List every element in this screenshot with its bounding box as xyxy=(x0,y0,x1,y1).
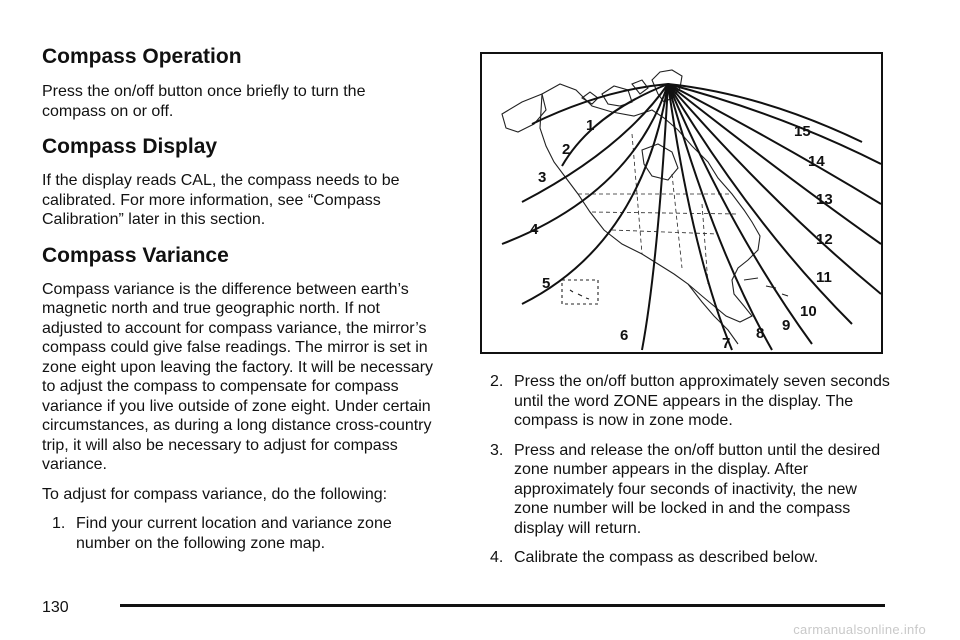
compass-operation-text: Press the on/off button once briefly to turn the compass on or off. xyxy=(42,83,366,120)
zone-label-6: 6 xyxy=(620,327,629,344)
step-number: 3. xyxy=(490,441,504,459)
step-number: 2. xyxy=(490,373,504,390)
zone-map-drawing xyxy=(482,54,881,352)
zone-label-7: 7 xyxy=(722,335,731,352)
right-column xyxy=(480,372,890,568)
zone-label-13: 13 xyxy=(816,191,833,208)
compass-display-text: If the display reads CAL, the compass needs to be calibrated. For more information, see “Compass Calibration” later in this section. xyxy=(42,172,400,228)
watermark: carmanualsonline.info xyxy=(793,622,926,637)
heading-compass-variance: Compass Variance xyxy=(42,243,229,267)
caribbean-islands xyxy=(744,278,788,296)
hawaii-inset xyxy=(562,280,598,304)
zone-label-3: 3 xyxy=(538,169,547,186)
zone-label-9: 9 xyxy=(782,317,791,334)
step-text: Press and release the on/off button until the desired zone number appears in the display. After approximately four seconds of inactivity, the new zone number will be locked in and the compass display will return. xyxy=(514,441,881,537)
step-text: Press the on/off button approximately seven seconds until the word ZONE appears in the display. The compass is now in zone mode. xyxy=(514,373,890,429)
zone-label-12: 12 xyxy=(816,231,833,248)
heading-compass-display: Compass Display xyxy=(42,135,218,158)
page-number: 130 xyxy=(42,599,69,616)
zone-label-1: 1 xyxy=(586,117,595,134)
step-item xyxy=(480,372,890,431)
heading-compass-operation: Compass Operation xyxy=(42,45,242,68)
zone-label-2: 2 xyxy=(562,141,571,158)
alaska-outline xyxy=(502,94,546,132)
zone-lines xyxy=(502,84,881,350)
step-text: Calibrate the compass as described below. xyxy=(514,549,819,566)
zone-label-15: 15 xyxy=(794,123,811,140)
zone-label-11: 11 xyxy=(816,269,832,286)
zone-label-8: 8 xyxy=(756,325,765,342)
zone-label-10: 10 xyxy=(800,303,817,320)
steps-list-left xyxy=(42,514,422,553)
continent-outline xyxy=(540,84,760,322)
step-item xyxy=(480,548,890,568)
step-number: 4. xyxy=(490,549,504,566)
adjust-intro-text: To adjust for compass variance, do the following: xyxy=(42,485,388,503)
footer-rule xyxy=(120,604,885,607)
step-number: 1. xyxy=(52,515,66,532)
zone-map xyxy=(480,52,883,354)
steps-list-right xyxy=(480,372,890,568)
zone-label-4: 4 xyxy=(530,221,539,238)
zone-label-14: 14 xyxy=(808,153,825,170)
step-text: Find your current location and variance zone number on the following zone map. xyxy=(76,515,392,552)
left-column xyxy=(42,44,462,553)
central-america xyxy=(688,284,738,344)
step-item xyxy=(42,514,422,553)
zone-label-5: 5 xyxy=(542,275,551,292)
step-item xyxy=(480,441,890,539)
compass-variance-text: Compass variance is the difference between earth’s magnetic north and true geographic north. If not adjusted to account for compass variance, the mirror’s compass could give false readings. The mirror is set in zone eight upon leaving the factory. It will be necessary to adjust the compass to compensate for compass variance if you live outside of zone eight. Under certain circumstances, as during a long distance cross-country trip, it will also be necessary to adjust for compass variance. xyxy=(42,280,434,473)
